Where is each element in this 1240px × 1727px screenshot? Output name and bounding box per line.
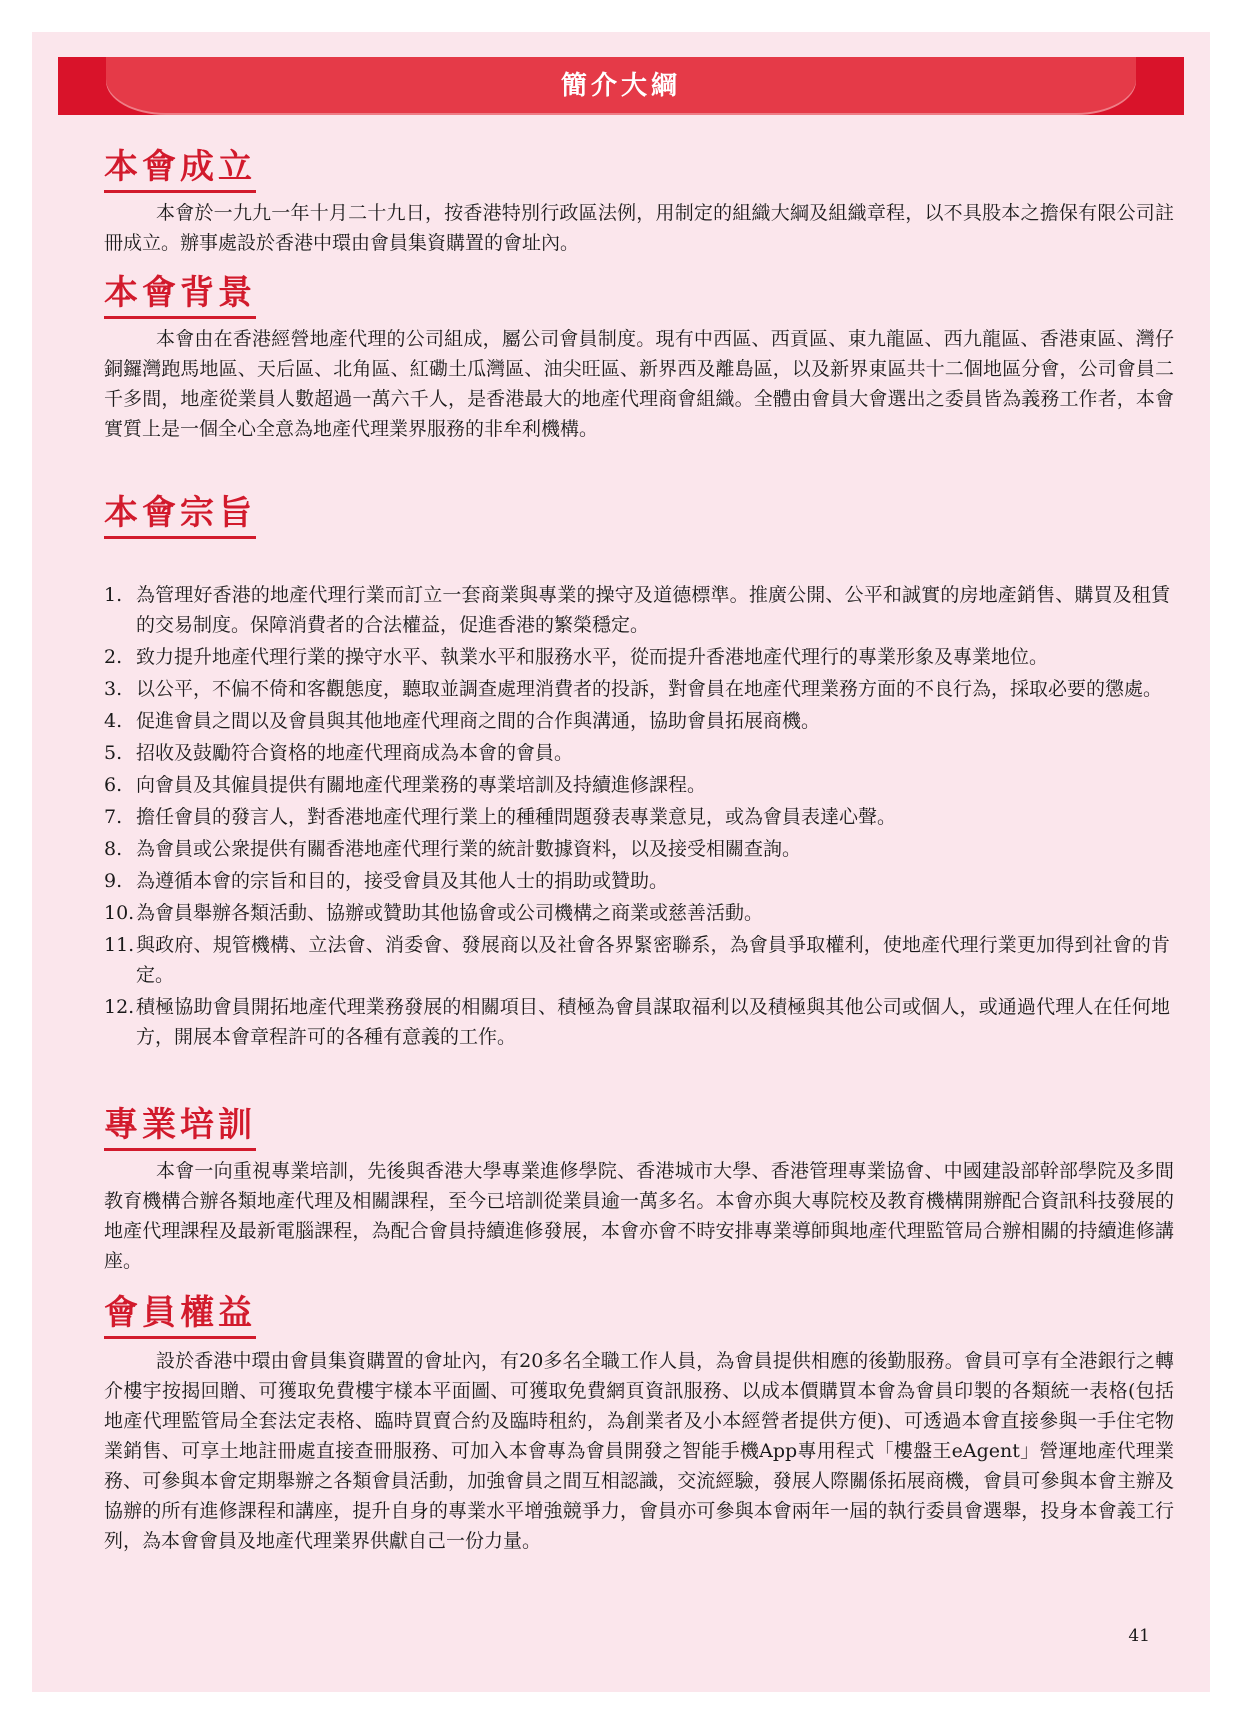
paragraph-founding: 本會於一九九一年十月二十九日，按香港特別行政區法例，用制定的組織大綱及組織章程，以不具股本之擔保有限公司註冊成立。辦事處設於香港中環由會員集資購置的會址內。	[104, 202, 1174, 254]
list-item	[104, 580, 1170, 640]
aim-number: 2.	[104, 646, 123, 668]
aim-number: 12.	[104, 996, 135, 1018]
paragraph-training: 本會一向重視專業培訓，先後與香港大學專業進修學院、香港城市大學、香港管理專業協會、中國建設部幹部學院及多間教育機構合辦各類地產代理及相關課程，至今已培訓從業員逾一萬多名。本會亦與大專院校及教育機構開辦配合資訊科技發展的地產代理課程及最新電腦課程，為配合會員持續進修發展，本會亦會不時安排專業導師與地產代理監管局合辦相關的持續進修講座。	[104, 1160, 1174, 1272]
aim-text: 為管理好香港的地產代理行業而訂立一套商業與專業的操守及道德標準。推廣公開、公平和誠實的房地產銷售、購買及租賃的交易制度。保障消費者的合法權益，促進香港的繁榮穩定。	[136, 584, 1170, 636]
aim-text: 擔任會員的發言人，對香港地產代理行業上的種種問題發表專業意見，或為會員表達心聲。	[136, 806, 897, 828]
heading-aims: 本會宗旨	[104, 492, 256, 539]
list-item	[104, 674, 1170, 704]
list-item	[104, 834, 1170, 864]
aim-text: 為會員或公衆提供有關香港地產代理行業的統計數據資料，以及接受相關查詢。	[136, 838, 802, 860]
aim-text: 以公平，不偏不倚和客觀態度，聽取並調查處理消費者的投訴，對會員在地產代理業務方面的不良行為，採取必要的懲處。	[136, 678, 1163, 700]
heading-background: 本會背景	[104, 272, 256, 319]
list-item	[104, 866, 1170, 896]
list-item	[104, 706, 1170, 736]
aim-text: 為會員舉辦各類活動、協辦或贊助其他協會或公司機構之商業或慈善活動。	[136, 902, 764, 924]
aim-number: 9.	[104, 870, 123, 892]
list-item	[104, 930, 1170, 990]
aim-text: 促進會員之間以及會員與其他地產代理商之間的合作與溝通，協助會員拓展商機。	[136, 710, 821, 732]
aim-number: 10.	[104, 902, 135, 924]
aim-number: 1.	[104, 584, 123, 606]
aim-text: 向會員及其僱員提供有關地產代理業務的專業培訓及持續進修課程。	[136, 774, 707, 796]
list-item	[104, 738, 1170, 768]
list-item	[104, 770, 1170, 800]
aim-text: 積極協助會員開拓地產代理業務發展的相關項目、積極為會員謀取福利以及積極與其他公司或個人，或通過代理人在任何地方，開展本會章程許可的各種有意義的工作。	[136, 996, 1170, 1048]
aim-number: 5.	[104, 742, 123, 764]
document-page	[32, 32, 1210, 1692]
heading-benefits: 會員權益	[104, 1292, 256, 1339]
aim-number: 8.	[104, 838, 123, 860]
aim-number: 4.	[104, 710, 123, 732]
aims-list	[104, 580, 1170, 1054]
aim-text: 致力提升地產代理行業的操守水平、執業水平和服務水平，從而提升香港地產代理行的專業形象及專業地位。	[136, 646, 1049, 668]
aim-number: 7.	[104, 806, 123, 828]
title-banner	[58, 57, 1184, 115]
list-item	[104, 898, 1170, 928]
aim-number: 3.	[104, 678, 123, 700]
aim-number: 11.	[104, 934, 135, 956]
banner-title: 簡介大綱	[560, 71, 681, 101]
list-item	[104, 642, 1170, 672]
heading-founding: 本會成立	[104, 146, 256, 193]
heading-training: 專業培訓	[104, 1104, 256, 1151]
aim-text: 為遵循本會的宗旨和目的，接受會員及其他人士的捐助或贊助。	[136, 870, 669, 892]
aim-number: 6.	[104, 774, 123, 796]
aim-text: 與政府、規管機構、立法會、消委會、發展商以及社會各界緊密聯系，為會員爭取權利，使地產代理行業更加得到社會的肯定。	[136, 934, 1170, 986]
aim-text: 招收及鼓勵符合資格的地產代理商成為本會的會員。	[136, 742, 574, 764]
list-item	[104, 992, 1170, 1052]
paragraph-benefits: 設於香港中環由會員集資購置的會址內，有20多名全職工作人員，為會員提供相應的後勤服務。會員可享有全港銀行之轉介樓宇按揭回贈、可獲取免費樓宇樣本平面圖、可獲取免費網頁資訊服務、以成本價購買本會為會員印製的各類統一表格(包括地產代理監管局全套法定表格、臨時買賣合約及臨時租約，為創業者及小本經營者提供方便)、可透過本會直接參與一手住宅物業銷售、可享土地註冊處直接查冊服務、可加入本會專為會員開發之智能手機App專用程式「樓盤王eAgent」營運地產代理業務、可參與本會定期舉辦之各類會員活動，加強會員之間互相認識，交流經驗，發展人際關係拓展商機，會員可參與本會主辦及協辦的所有進修課程和講座，提升自身的專業水平增強競爭力，會員亦可參與本會兩年一屆的執行委員會選舉，投身本會義工行列，為本會會員及地產代理業界供獻自己一份力量。	[104, 1350, 1174, 1552]
page-number: 41	[1128, 1626, 1150, 1646]
list-item	[104, 802, 1170, 832]
paragraph-background: 本會由在香港經營地產代理的公司組成，屬公司會員制度。現有中西區、西貢區、東九龍區、西九龍區、香港東區、灣仔銅鑼灣跑馬地區、天后區、北角區、紅磡土瓜灣區、油尖旺區、新界西及離島區，以及新界東區共十二個地區分會，公司會員二千多間，地產從業員人數超過一萬六千人，是香港最大的地產代理商會組織。全體由會員大會選出之委員皆為義務工作者，本會實質上是一個全心全意為地產代理業界服務的非牟利機構。	[104, 328, 1174, 440]
